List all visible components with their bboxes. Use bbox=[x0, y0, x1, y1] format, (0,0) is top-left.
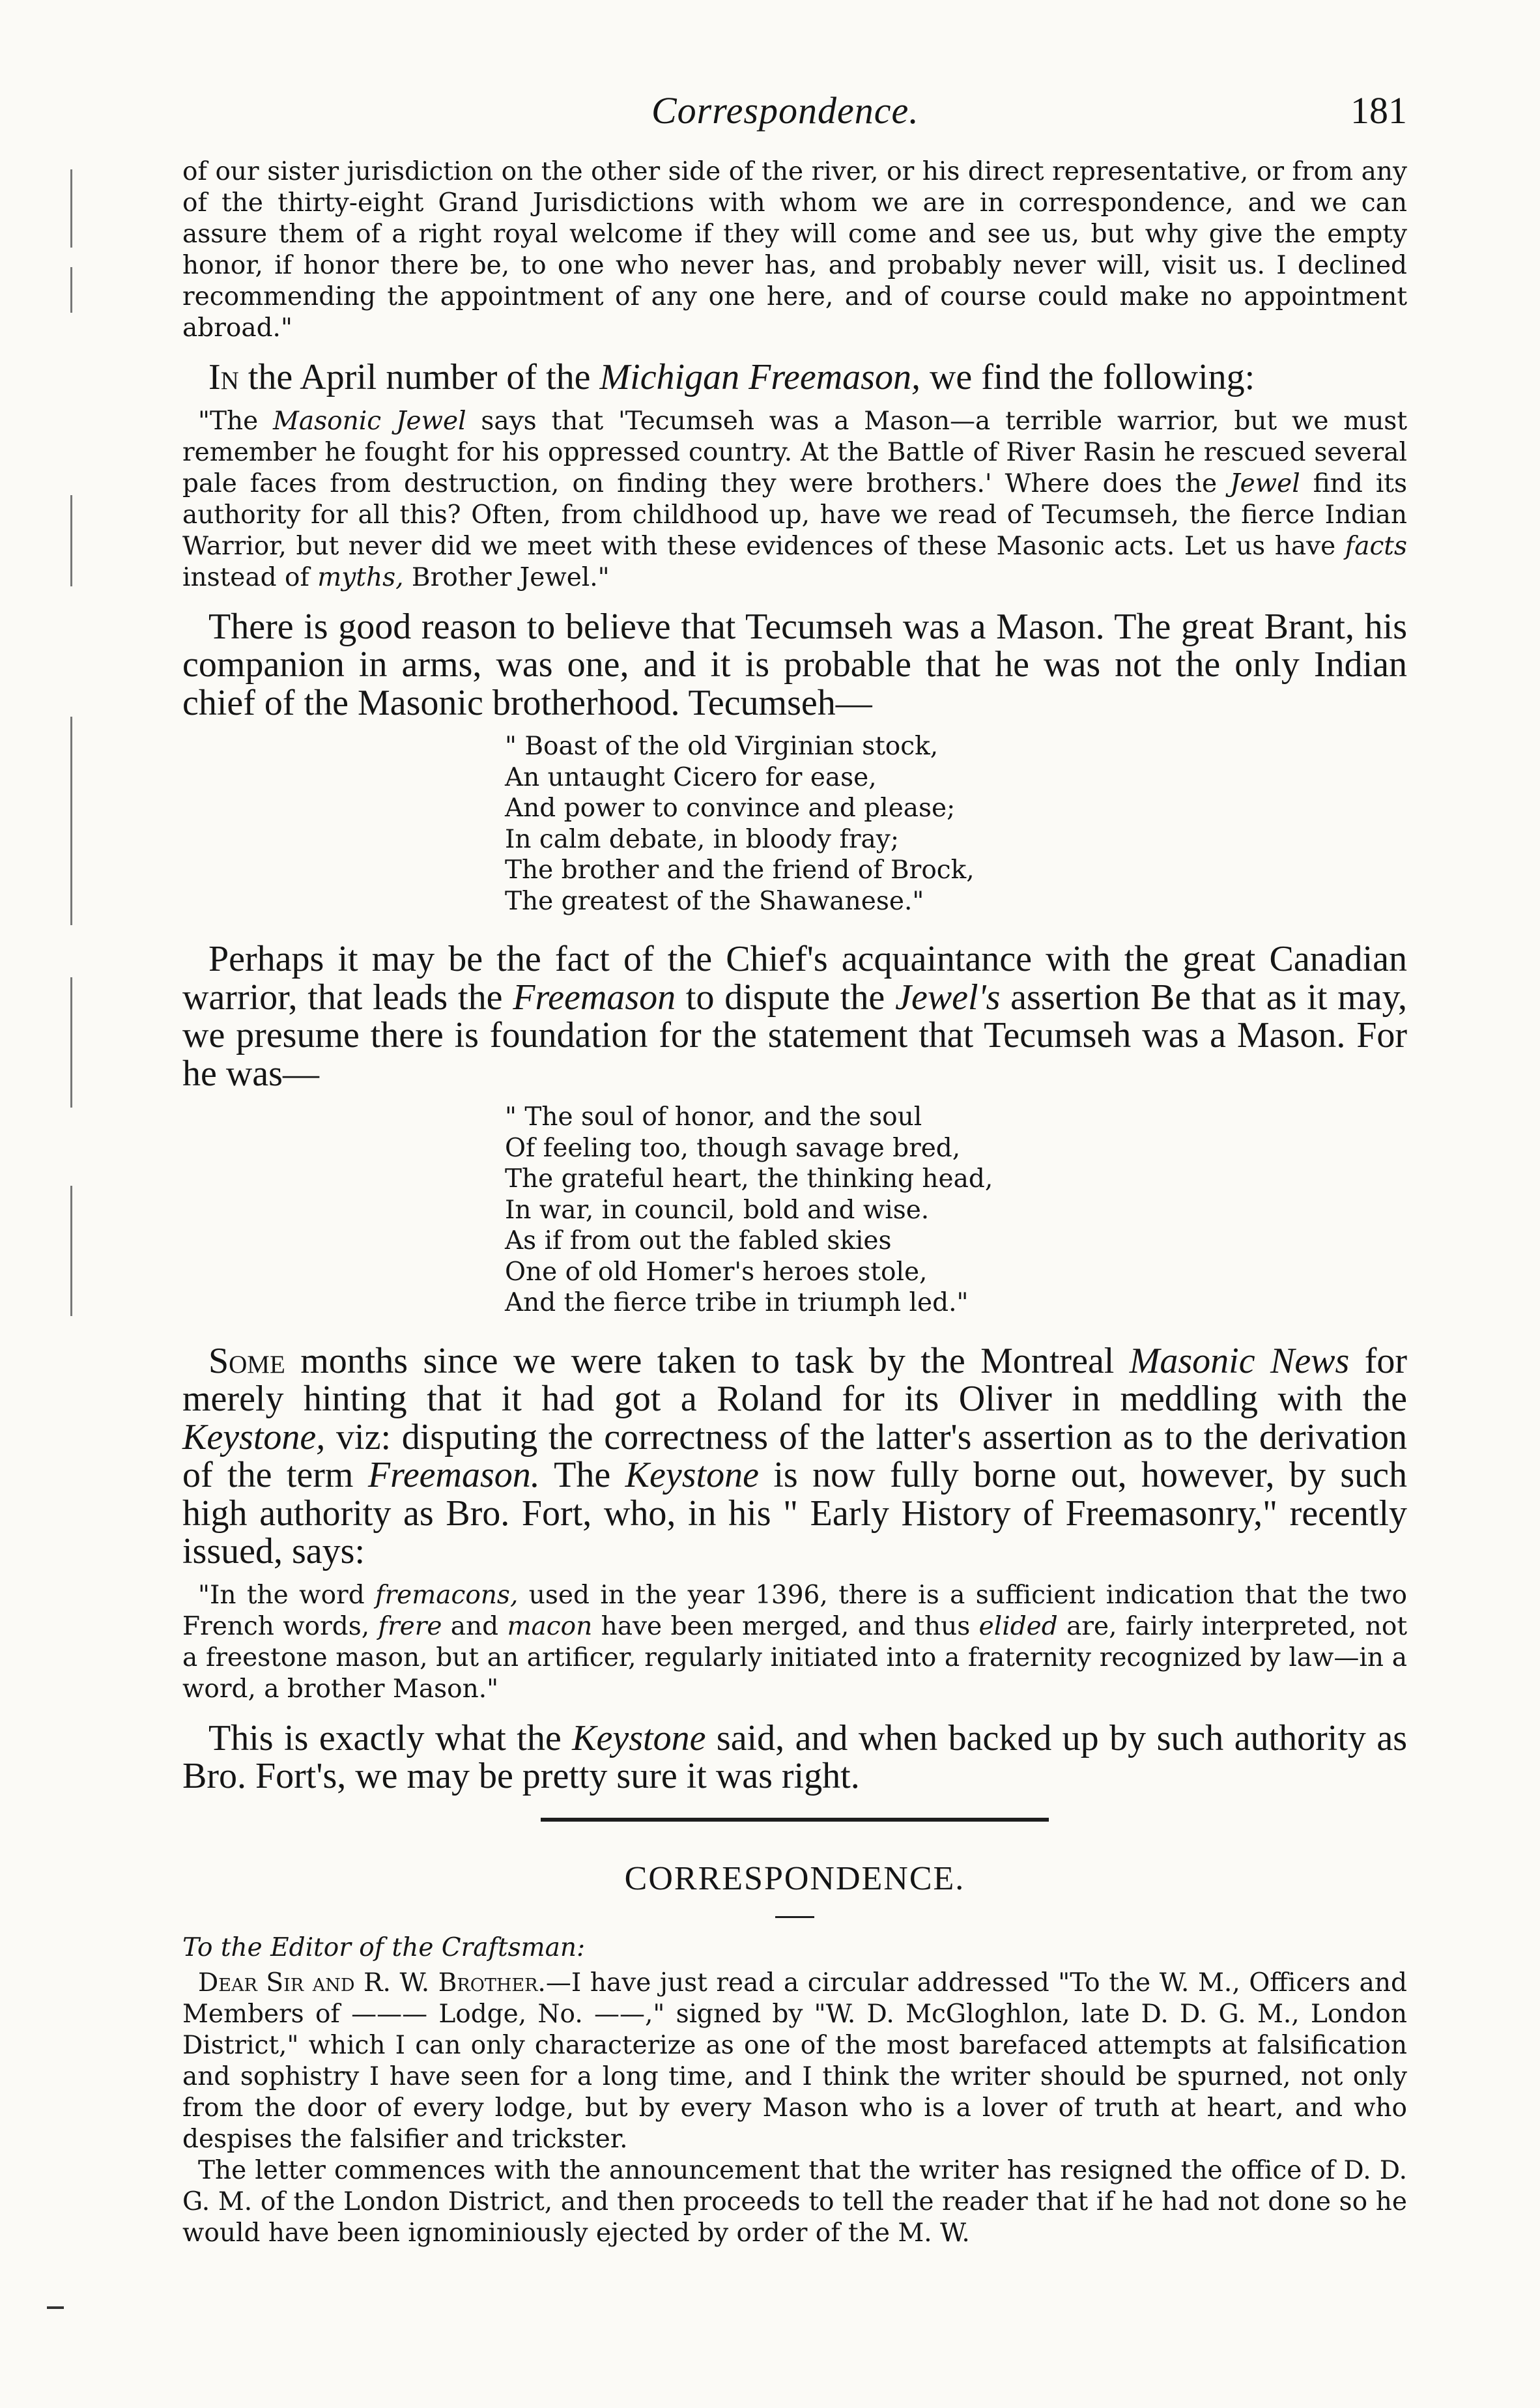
poem-line: And the fierce tribe in triumph led." bbox=[505, 1288, 969, 1317]
poem-line: In war, in council, bold and wise. bbox=[505, 1195, 930, 1225]
page-content bbox=[182, 85, 1407, 2249]
letter-paragraph: Dear Sir and R. W. Brother.—I have just read a circular addressed "To the W. M., Officers and Members of ——— Lodge, No. ——," signed by "W. D. McGloghlon, late D. D. G. M., London District," which I can only characterize as one of the most barefaced attempts at falsification and sophistry I have seen for a long time, and I think the writer should be spurned, not only from the door of every lodge, but by every Mason who is a lover of truth at heart, and who despises the falsifier and trickster. bbox=[182, 1968, 1407, 2154]
heading-underline bbox=[775, 1916, 814, 1918]
running-header bbox=[182, 85, 1407, 143]
margin-mark bbox=[70, 495, 72, 586]
poem-virginian-stock bbox=[505, 731, 1407, 917]
poem-line: The grateful heart, the thinking head, bbox=[505, 1164, 993, 1194]
poem-line: The brother and the friend of Brock, bbox=[505, 855, 975, 885]
paragraph-keystone-right: This is exactly what the Keystone said, and when backed up by such authority as Bro. Fort's, we may be pretty sure it was right. bbox=[182, 1717, 1407, 1796]
poem-line: One of old Homer's heroes stole, bbox=[505, 1257, 928, 1287]
quote-masonic-jewel: "The Masonic Jewel says that 'Tecumseh was a Mason—a terrible warrior, but we must remember he fought for his oppressed country. At the Battle of River Rasin he rescued several pale faces from destruction, on finding they were brothers.' Where does the Jewel find its authority for all this? Often, from childhood up, have we read of Tecumseh, the fierce Indian Warrior, but never did we meet with these evidences of these Masonic acts. Let us have facts instead of myths, Brother Jewel." bbox=[182, 406, 1407, 592]
margin-mark bbox=[70, 267, 72, 313]
poem-line: " The soul of honor, and the soul bbox=[505, 1102, 922, 1132]
poem-line: Of feeling too, though savage bred, bbox=[505, 1133, 961, 1163]
section-divider-rule bbox=[541, 1818, 1049, 1822]
running-title: Correspondence. bbox=[651, 89, 919, 132]
margin-mark bbox=[70, 1186, 72, 1316]
paragraph-masonic-news: Some months since we were taken to task by the Montreal Masonic News for merely hinting that it had got a Roland for its Oliver in meddling with the Keystone, viz: disputing the correctness of the latter's assertion as to the derivation of the term Freemason. The Keystone is now fully borne out, however, by such high authority as Bro. Fort, who, in his " Early History of Freemasonry," recently issued, says: bbox=[182, 1340, 1408, 1571]
poem-line: " Boast of the old Virginian stock, bbox=[505, 732, 939, 761]
poem-line: And power to convince and please; bbox=[505, 794, 956, 823]
margin-mark bbox=[70, 977, 72, 1108]
margin-mark bbox=[70, 169, 72, 248]
margin-mark bbox=[70, 717, 72, 925]
poem-line: In calm debate, in bloody fray; bbox=[505, 824, 899, 854]
margin-dash bbox=[47, 2306, 64, 2309]
poem-soul-of-honor bbox=[505, 1102, 1407, 1319]
poem-line: An untaught Cicero for ease, bbox=[505, 762, 877, 792]
paragraph-tecumseh-mason: There is good reason to believe that Tecumseh was a Mason. The great Brant, his companion in arms, was one, and it is probable that he was not the only Indian chief of the Masonic brotherhood. Tecumseh— bbox=[182, 606, 1407, 723]
poem-line: The greatest of the Shawanese." bbox=[505, 886, 924, 916]
letter-paragraph: The letter commences with the announcement that the writer has resigned the office of D. D. G. M. of the London District, and then proceeds to tell the reader that if he had not done so he would have been ignominiously ejected by order of the M. W. bbox=[182, 2155, 1407, 2248]
poem-line: As if from out the fabled skies bbox=[505, 1226, 892, 1255]
section-heading: CORRESPONDENCE. bbox=[624, 1859, 965, 1897]
margin-binding-marks bbox=[70, 169, 83, 1355]
page-number: 181 bbox=[1350, 89, 1407, 132]
letter-salutation: To the Editor of the Craftsman: bbox=[182, 1932, 586, 1962]
paragraph-chief-acquaintance: Perhaps it may be the fact of the Chief's acquaintance with the great Canadian warrior, that leads the Freemason to dispute the Jewel's assertion Be that as it may, we presume there is foundation for the statement that Tecumseh was a Mason. For he was— bbox=[182, 939, 1407, 1094]
quote-bro-fort: "In the word fremacons, used in the year 1396, there is a sufficient indication that the two French words, frere and macon have been merged, and thus elided are, fairly interpreted, not a freestone mason, but an artificer, regularly initiated into a fraternity recognized by law—in a word, a brother Mason." bbox=[182, 1580, 1408, 1704]
paragraph-michigan-freemason: In the April number of the Michigan Freemason, we find the following: bbox=[208, 357, 1255, 397]
quote-continuation: of our sister jurisdiction on the other side of the river, or his direct representative, or from any of the thirty-eight Grand Jurisdictions with whom we are in correspondence, and we can assure them of a right royal welcome if they will come and see us, but why give the empty honor, if honor there be, to one who never has, and probably never will, visit us. I declined recommending the appointment of any one here, and of course could make no appointment abroad." bbox=[182, 157, 1407, 343]
